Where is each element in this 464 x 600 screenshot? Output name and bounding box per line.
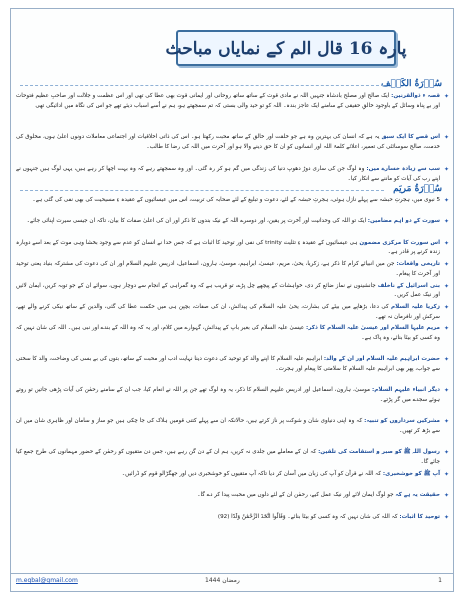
bullet-icon: ✦ <box>444 470 450 478</box>
paragraph-text: موسیٰ، ہارون، اسماعیل اور ادریس علیہم السلام کا ذکر، یہ وہ لوگ تھے جن پر اللہ نے انعام کیا، جب ان کے سامنے رحمٰن کی آیات پڑھی جاتیں تو روتے ہوئے سجدے میں گر پڑتے۔ <box>16 387 440 403</box>
paragraph <box>16 386 440 405</box>
bullet-icon: ✦ <box>444 492 450 500</box>
paragraph-lead: زکریا علیہ السلام <box>391 304 440 310</box>
paragraph-text: جانشینوں نے نماز ضائع کر دی، خواہشات کے پیچھے چل پڑے، تو قریب ہے کہ وہ گمراہی کے انجام سے دوچار ہوں، سوائے ان کے جو توبہ کریں، ایمان لائیں اور نیک عمل کریں۔ <box>16 282 440 299</box>
paragraph-text: کہ وہ اپنی دنیاوی شان و شوکت پر ناز کرتے ہیں، حالانکہ ان سے پہلے کتنی قومیں ہلاک کی جا چکی ہیں جو ساز و سامان اور ظاہری شان میں ان سے بڑھ کر تھیں۔ <box>16 418 440 434</box>
footer-date: رمضان 1444 <box>205 577 240 584</box>
paragraph <box>16 470 440 480</box>
paragraph-text: کی دعا، بڑھاپے میں بیٹے کی بشارت، یحیٰ علیہ السلام کی پیدائش، ان کی صفات، بچپن ہی میں حکمت عطا کی گئی، والدین کے ساتھ نیکی کرنے والے تھے، سرکش اور نافرمان نہ تھے۔ <box>16 304 440 320</box>
paragraph <box>16 92 440 111</box>
paragraph-lead: سورت کے دو اہم مضامین: <box>367 218 440 225</box>
section-divider <box>20 85 384 86</box>
paragraph-lead: اس قصے کا ایک سبق <box>381 134 440 141</box>
paragraph <box>16 217 440 227</box>
paragraph-lead: آپ ﷺ کو خوشخبری: <box>382 470 440 477</box>
bullet-icon: ✦ <box>444 282 450 290</box>
paragraph-lead: بنی اسرائیل کے ناخلف <box>377 282 440 289</box>
paragraph <box>16 196 440 206</box>
paragraph-lead: اس سورت کا مرکزی مضمون <box>359 239 441 246</box>
page-title: پارہ 16 قال الم کے نمایاں مباحث <box>165 38 407 59</box>
paragraph-lead: مریم علیہا السلام اور عیسیٰ علیہ السلام کا ذکر: <box>306 325 440 332</box>
paragraph <box>16 324 440 343</box>
surah-kahf-heading: سُوۡرَةُ الکَهۡف <box>381 79 442 89</box>
paragraph <box>16 303 440 322</box>
bullet-icon: ✦ <box>444 304 450 311</box>
paragraph <box>16 282 440 301</box>
footer-email[interactable]: m.eqbal@gmail.com <box>16 577 78 584</box>
bullet-icon: ✦ <box>444 418 450 426</box>
paragraph-lead: سب سے زیادہ خسارے میں: <box>366 166 440 173</box>
page-number: 1 <box>438 577 442 584</box>
bullet-icon: ✦ <box>444 325 450 333</box>
paragraph-lead: رسول اللہ ﷺ کو صبر و استقامت کی تلقین: <box>318 449 440 456</box>
bullet-icon: ✦ <box>444 218 450 226</box>
paragraph <box>16 133 440 152</box>
surah-maryam-heading: سُوۡرَةُ مَريَم <box>393 184 442 194</box>
bullet-icon: ✦ <box>444 166 450 174</box>
section-divider <box>20 190 384 191</box>
page-footer <box>10 573 454 588</box>
bullet-icon: ✦ <box>444 134 450 142</box>
bullet-icon: ✦ <box>444 449 450 457</box>
bullet-icon: ✦ <box>444 513 450 521</box>
paragraph-lead: مشرکین سرداروں کو تنبیہ: <box>364 418 441 425</box>
paragraph-text: ہی عیسائیوں کے عقیدہ ءِ تثلیث trinity کی نفی اور توحید کا اثبات ہے کہ جس خدا نے انسان کو عدم سے وجود بخشا وہی موت کے بعد اسے دوبارہ زندہ کرنے پر قادر ہے۔ <box>16 239 440 256</box>
paragraph-lead: حقیقت یہ ہے کہ <box>395 492 440 499</box>
paragraph-text: وہ لوگ جن کی ساری دوڑ دھوپ دنیا کی زندگی میں گم ہو کر رہ گئی۔ اور وہ سمجھتے رہے کہ وہ بہت اچھا کر رہے ہیں، یہی لوگ ہیں جنہوں نے اپنے رب کی آیات کو ماننے سے انکار کیا۔ <box>16 166 440 182</box>
bullet-icon: ✦ <box>444 387 450 395</box>
paragraph-text: یہ ہے کہ انسان کی بہترین وہ ہے جو خلقت اور خالق کے ساتھ محبت رکھتا ہو۔ اس کی ذاتی اخلاقیات اور اجتماعی معاملات دونوں اعلیٰ ہوں، مخلوق کی خدمت، صالح سوسائٹی کی تعمیر، اعلائے کلمۃ اللہ اور انسانوں کو ان کا حق دینے والا ہو اور آخرت میں اللہ کی رضا کا طالب۔ <box>16 134 440 150</box>
title-box <box>165 30 407 66</box>
paragraph-text: ایک صالح اور مصلح بادشاہ جنہیں اللہ نے مادی قوت کے ساتھ ساتھ روحانی اور ایمانی قوت بھی عطا کی تھی اور اس عظمت و جلالت اور صاحبِ عظیم فتوحات اور بے پناہ وسائل کے باوجود خالقِ حقیقی کے سامنے ایک عاجز بندہ۔ اللہ کو تو حید والی بستی کہ تم سمجھتے ہو، ہم نے اُسے اسباب دیئے تھے جو اس کی نگاہ میں ادائیگی تھی <box>16 93 440 109</box>
paragraph-text: جن میں انبیائے کرام کا ذکر ہے، زکریا، یحیٰ، مریم، عیسیٰ، ابراہیم، موسیٰ، ہارون، اسماعیل، ادریس علیہم السلام اور ان کی دعوت کی مشترکہ بنیاد یعنی توحید اور آخرت کا پیغام۔ <box>16 261 440 277</box>
paragraph-text: کہ اللہ کی شان نہیں کہ وہ کسی کو بیٹا بنائے۔ وَقَالُوا اتَّخَذَ الرَّحْمَٰنُ وَلَدًا (92) <box>217 513 398 520</box>
paragraph <box>16 355 440 374</box>
paragraph-lead: توحید کا اثبات: <box>399 513 440 520</box>
paragraph <box>16 165 440 184</box>
paragraph-text: جو لوگ ایمان لائے اور نیک عمل کیے، رحمٰن ان کے لئے دلوں میں محبت پیدا کر دے گا۔ <box>197 492 394 499</box>
paragraph-lead: قصہ ء ذوالقرنین: <box>391 93 440 99</box>
bullet-icon: ✦ <box>444 93 450 100</box>
paragraph-text: کہ اللہ نے قرآن کو آپ کی زبان میں آسان کر دیا تاکہ آپ متقیوں کو خوشخبری دیں اور جھگڑالو قوم کو ڈرائیں۔ <box>121 470 382 477</box>
bullet-icon: ✦ <box>444 197 450 204</box>
paragraph-lead: تاریخی واقعات: <box>396 261 440 268</box>
paragraph-text: 5 نبوی میں، ہجرتِ حبشہ سے پہلے نازل ہوئی، ہجرتِ حبشہ کے لئے، دعوت و تبلیغ کے لئے صحابہ کی تربیت، اس میں عیسائیوں کے عقیدہ ءِ مسیحیت کی بھی نفی کی گئی ہے۔ <box>32 197 440 203</box>
paragraph-text: ابراہیم علیہ السلام کا اپنے والد کو توحید کی دعوت دینا نہایت ادب اور محبت کے ساتھ، بتوں کی بے بسی کی وضاحت، والد کا سختی سے جواب، پھر بھی ابراہیم علیہ السلام کا سلامتی کا پیغام اور ہجرت۔ <box>16 356 440 372</box>
bullet-icon: ✦ <box>444 239 450 247</box>
bullet-icon: ✦ <box>444 261 450 269</box>
paragraph <box>16 417 440 436</box>
paragraph-text: عیسیٰ علیہ السلام کی بغیر باپ کے پیدائش، گہوارے میں کلام، اور یہ کہ وہ اللہ کے بندے اور نبی ہیں۔ اللہ کی شان نہیں کہ وہ کسی کو بیٹا بنائے، وہ پاک ہے۔ <box>16 325 440 341</box>
paragraph-text: کہ ان کے معاملے میں جلدی نہ کریں، ہم ان کے دن گن رہے ہیں، جس دن متقیوں کو رحمٰن کے حضور مہمانوں کی طرح جمع کیا جائے گا۔ <box>16 449 440 465</box>
paragraph <box>16 513 440 523</box>
paragraph-lead: حضرت ابراہیم علیہ السلام اور ان کے والد: <box>323 356 441 363</box>
paragraph <box>16 260 440 279</box>
paragraph <box>16 239 440 258</box>
paragraph <box>16 491 440 501</box>
paragraph-text: ایک تو اللہ کی وحدانیت اور آخرت پر یقین، اور دوسرے اللہ کے نیک بندوں کا ذکر اور ان کی اعلیٰ صفات کا بیان، تاکہ ان جیسی سیرت اپنائی جائے۔ <box>26 218 367 225</box>
paragraph <box>16 448 440 467</box>
bullet-icon: ✦ <box>444 356 450 364</box>
paragraph-lead: دیگر انبیاء علیہم السلام: <box>372 387 441 394</box>
